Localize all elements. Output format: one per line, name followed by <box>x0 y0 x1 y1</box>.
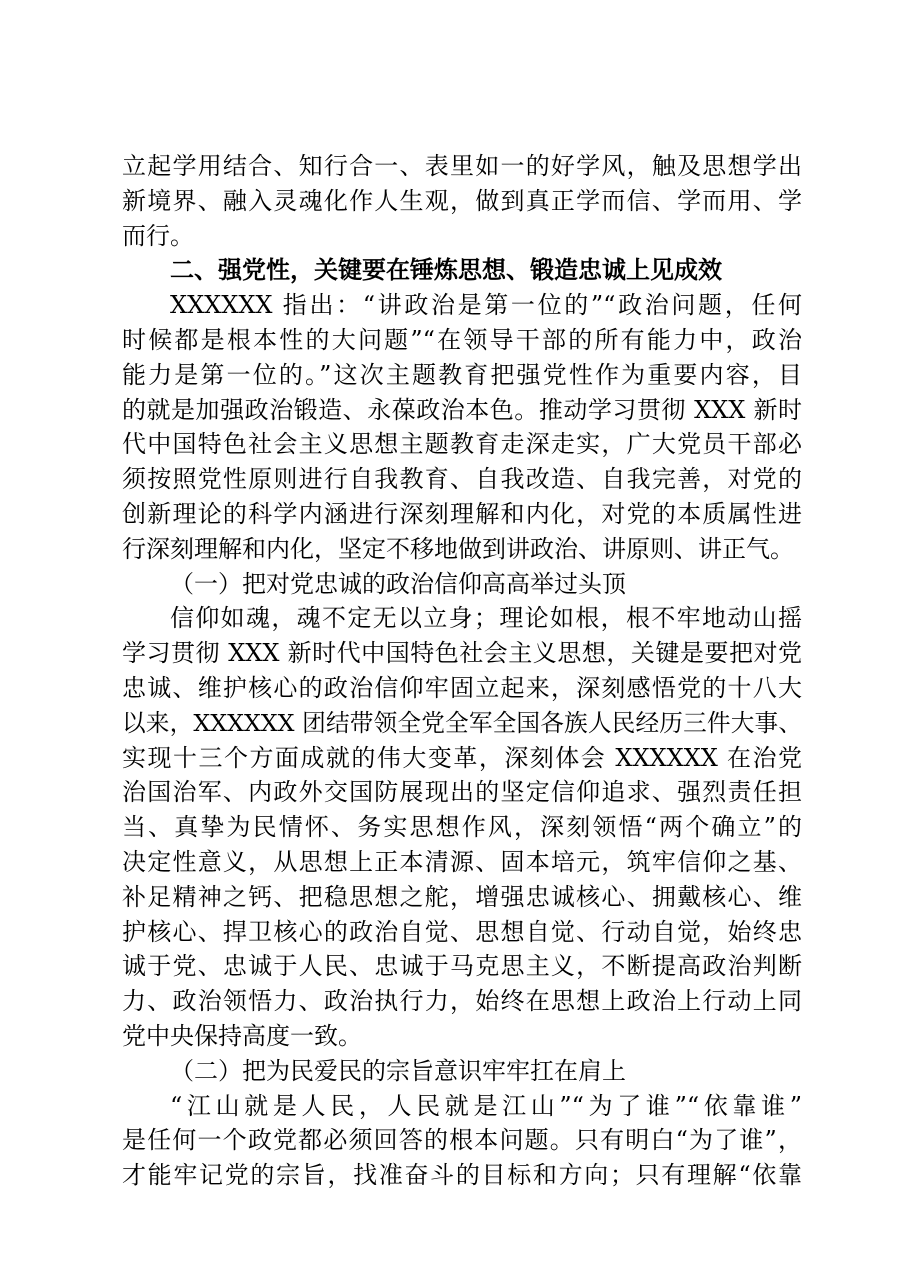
text-line: 新境界、融入灵魂化作人生观，做到真正学而信、学而用、学 <box>122 186 802 215</box>
text-line: 补足精神之钙、把稳思想之舵，增强忠诚核心、拥戴核心、维 <box>122 882 802 911</box>
text-line: 实现十三个方面成就的伟大变革，深刻体会 XXXXXX 在治党 <box>122 743 802 772</box>
text-line: 能力是第一位的。”这次主题教育把强党性作为重要内容，目 <box>122 360 802 389</box>
subsection-heading: （一）把对党忠诚的政治信仰高高举过头顶 <box>170 569 626 598</box>
text-line: 当、真挚为民情怀、务实思想作风，深刻领悟“两个确立”的 <box>122 813 802 842</box>
text-line: “江山就是人民，人民就是江山”“为了谁”“依靠谁” <box>170 1091 802 1120</box>
text-line: 立起学用结合、知行合一、表里如一的好学风，触及思想学出 <box>122 152 802 180</box>
text-line: XXXXXX 指出：“讲政治是第一位的”“政治问题，任何 <box>170 291 802 320</box>
section-heading: 二、强党性，关键要在锤炼思想、锻造忠诚上见成效 <box>170 256 722 285</box>
text-line: 时候都是根本性的大问题”“在领导干部的所有能力中，政治 <box>122 325 802 354</box>
text-line: 的就是加强政治锻造、永葆政治本色。推动学习贯彻 XXX 新时 <box>122 395 802 424</box>
text-line: 忠诚、维护核心的政治信仰牢固立起来，深刻感悟党的十八大 <box>122 673 802 702</box>
text-line: 而行。 <box>122 221 194 250</box>
text-line: 行深刻理解和内化，坚定不移地做到讲政治、讲原则、讲正气。 <box>122 534 794 563</box>
text-line: 决定性意义，从思想上正本清源、固本培元，筑牢信仰之基、 <box>122 847 802 876</box>
document-body <box>122 149 802 1193</box>
text-line: 代中国特色社会主义思想主题教育走深走实，广大党员干部必 <box>122 430 802 459</box>
text-line: 护核心、捍卫核心的政治自觉、思想自觉、行动自觉，始终忠 <box>122 917 802 946</box>
text-line: 创新理论的科学内涵进行深刻理解和内化，对党的本质属性进 <box>122 499 802 528</box>
text-line: 诚于党、忠诚于人民、忠诚于马克思主义，不断提高政治判断 <box>122 952 802 981</box>
text-line: 才能牢记党的宗旨，找准奋斗的目标和方向；只有理解“依靠 <box>122 1161 802 1190</box>
text-line: 学习贯彻 XXX 新时代中国特色社会主义思想，关键是要把对党 <box>122 639 802 668</box>
text-line: 党中央保持高度一致。 <box>122 1021 362 1050</box>
text-line: 以来，XXXXXX 团结带领全党全军全国各族人民经历三件大事、 <box>122 708 802 737</box>
text-line: 是任何一个政党都必须回答的根本问题。只有明白“为了谁”， <box>122 1126 802 1155</box>
text-line: 须按照党性原则进行自我教育、自我改造、自我完善，对党的 <box>122 465 802 494</box>
text-line: 信仰如魂，魂不定无以立身；理论如根，根不牢地动山摇 <box>170 604 802 633</box>
subsection-heading: （二）把为民爱民的宗旨意识牢牢扛在肩上 <box>170 1056 626 1085</box>
text-line: 治国治军、内政外交国防展现出的坚定信仰追求、强烈责任担 <box>122 778 802 807</box>
text-line: 力、政治领悟力、政治执行力，始终在思想上政治上行动上同 <box>122 987 802 1016</box>
